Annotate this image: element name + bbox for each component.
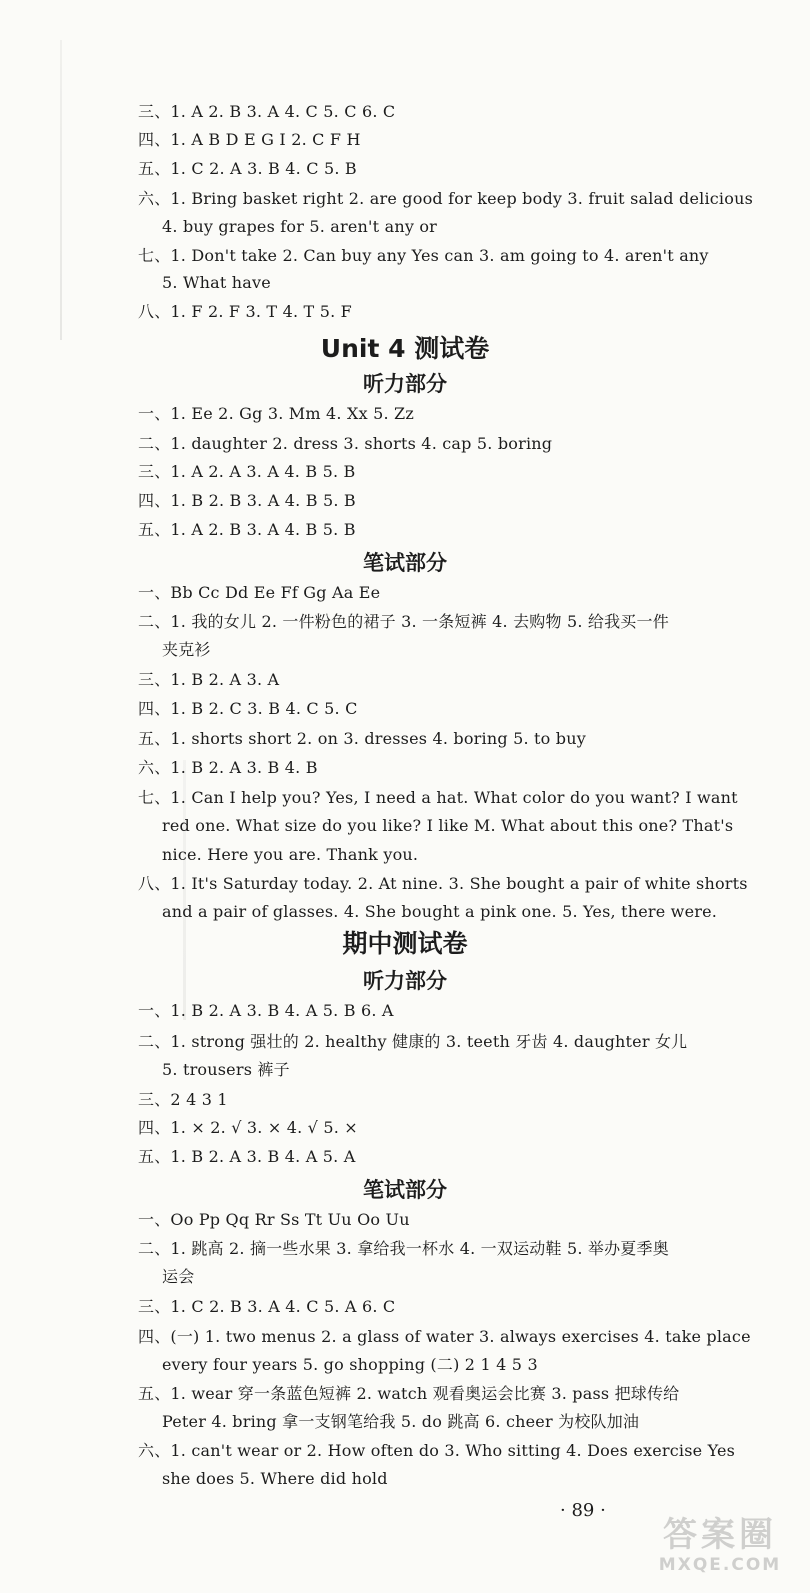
answer-line: 二、1. 跳高 2. 摘一些水果 3. 拿给我一杯水 4. 一双运动鞋 5. 举办夏季奥: [138, 1239, 669, 1258]
answer-line: nice. Here you are. Thank you.: [162, 845, 419, 864]
watermark-logo: [640, 1515, 800, 1585]
section-title: 期中测试卷: [342, 929, 468, 958]
answer-line: 八、1. It's Saturday today. 2. At nine. 3. She bought a pair of white shorts: [138, 874, 748, 893]
answer-line: 六、1. B 2. A 3. B 4. B: [138, 758, 318, 777]
watermark-url: MXQE.COM: [658, 1555, 782, 1575]
answer-line: 五、1. A 2. B 3. A 4. B 5. B: [138, 520, 356, 539]
answer-line: 三、1. C 2. B 3. A 4. C 5. A 6. C: [138, 1297, 396, 1316]
answer-line: Peter 4. bring 拿一支钢笔给我 5. do 跳高 6. cheer 为校队加油: [162, 1412, 640, 1431]
answer-line: 六、1. Bring basket right 2. are good for keep body 3. fruit salad delicious: [138, 189, 753, 208]
answer-line: 二、1. strong 强壮的 2. healthy 健康的 3. teeth 牙齿 4. daughter 女儿: [138, 1032, 688, 1051]
answer-line: every four years 5. go shopping (二) 2 1 4 5 3: [162, 1355, 538, 1374]
scan-edge-mark: [60, 40, 62, 340]
answer-line: 八、1. F 2. F 3. T 4. T 5. F: [138, 302, 352, 321]
answer-line: 三、1. B 2. A 3. A: [138, 670, 280, 689]
page-number: · 89 ·: [560, 1500, 606, 1521]
answer-line: 二、1. daughter 2. dress 3. shorts 4. cap 5. boring: [138, 434, 553, 453]
answer-line: 五、1. shorts short 2. on 3. dresses 4. boring 5. to buy: [138, 729, 586, 748]
answer-line: 三、2 4 3 1: [138, 1090, 228, 1109]
answer-line: 一、Oo Pp Qq Rr Ss Tt Uu Oo Uu: [138, 1210, 410, 1229]
answer-line: red one. What size do you like? I like M. What about this one? That's: [162, 816, 734, 835]
answer-line: 三、1. A 2. B 3. A 4. C 5. C 6. C: [138, 102, 396, 121]
answer-line: she does 5. Where did hold: [162, 1469, 388, 1488]
answer-line: 四、1. A B D E G I 2. C F H: [138, 130, 361, 149]
answer-line: 一、1. Ee 2. Gg 3. Mm 4. Xx 5. Zz: [138, 404, 414, 423]
answer-line: 五、1. B 2. A 3. B 4. A 5. A: [138, 1147, 356, 1166]
answer-line: 一、1. B 2. A 3. B 4. A 5. B 6. A: [138, 1001, 394, 1020]
watermark-text: 答案圈: [663, 1515, 777, 1555]
answer-line: 四、(一) 1. two menus 2. a glass of water 3. always exercises 4. take place: [138, 1327, 751, 1346]
part-title: 笔试部分: [363, 1178, 447, 1202]
answer-line: 七、1. Don't take 2. Can buy any Yes can 3. am going to 4. aren't any: [138, 246, 709, 265]
answer-line: 5. What have: [162, 273, 271, 292]
answer-line: 夹克衫: [162, 640, 211, 659]
answer-line: and a pair of glasses. 4. She bought a pink one. 5. Yes, there were.: [162, 902, 718, 921]
answer-line: 运会: [162, 1267, 195, 1286]
answer-line: 五、1. C 2. A 3. B 4. C 5. B: [138, 159, 357, 178]
part-title: 听力部分: [363, 969, 447, 993]
answer-line: 4. buy grapes for 5. aren't any or: [162, 217, 438, 236]
answer-line: 六、1. can't wear or 2. How often do 3. Who sitting 4. Does exercise Yes: [138, 1441, 736, 1460]
answer-line: 四、1. × 2. √ 3. × 4. √ 5. ×: [138, 1118, 358, 1137]
answer-line: 5. trousers 裤子: [162, 1060, 290, 1079]
answer-line: 四、1. B 2. C 3. B 4. C 5. C: [138, 699, 358, 718]
part-title: 听力部分: [363, 372, 447, 396]
answer-line: 三、1. A 2. A 3. A 4. B 5. B: [138, 462, 356, 481]
answer-line: 七、1. Can I help you? Yes, I need a hat. What color do you want? I want: [138, 788, 738, 807]
answer-line: 五、1. wear 穿一条蓝色短裤 2. watch 观看奥运会比赛 3. pass 把球传给: [138, 1384, 680, 1403]
answer-line: 四、1. B 2. B 3. A 4. B 5. B: [138, 491, 356, 510]
answer-line: 二、1. 我的女儿 2. 一件粉色的裙子 3. 一条短裤 4. 去购物 5. 给我买一件: [138, 612, 669, 631]
part-title: 笔试部分: [363, 551, 447, 575]
answer-line: 一、Bb Cc Dd Ee Ff Gg Aa Ee: [138, 583, 381, 602]
section-title: Unit 4 测试卷: [320, 334, 490, 363]
